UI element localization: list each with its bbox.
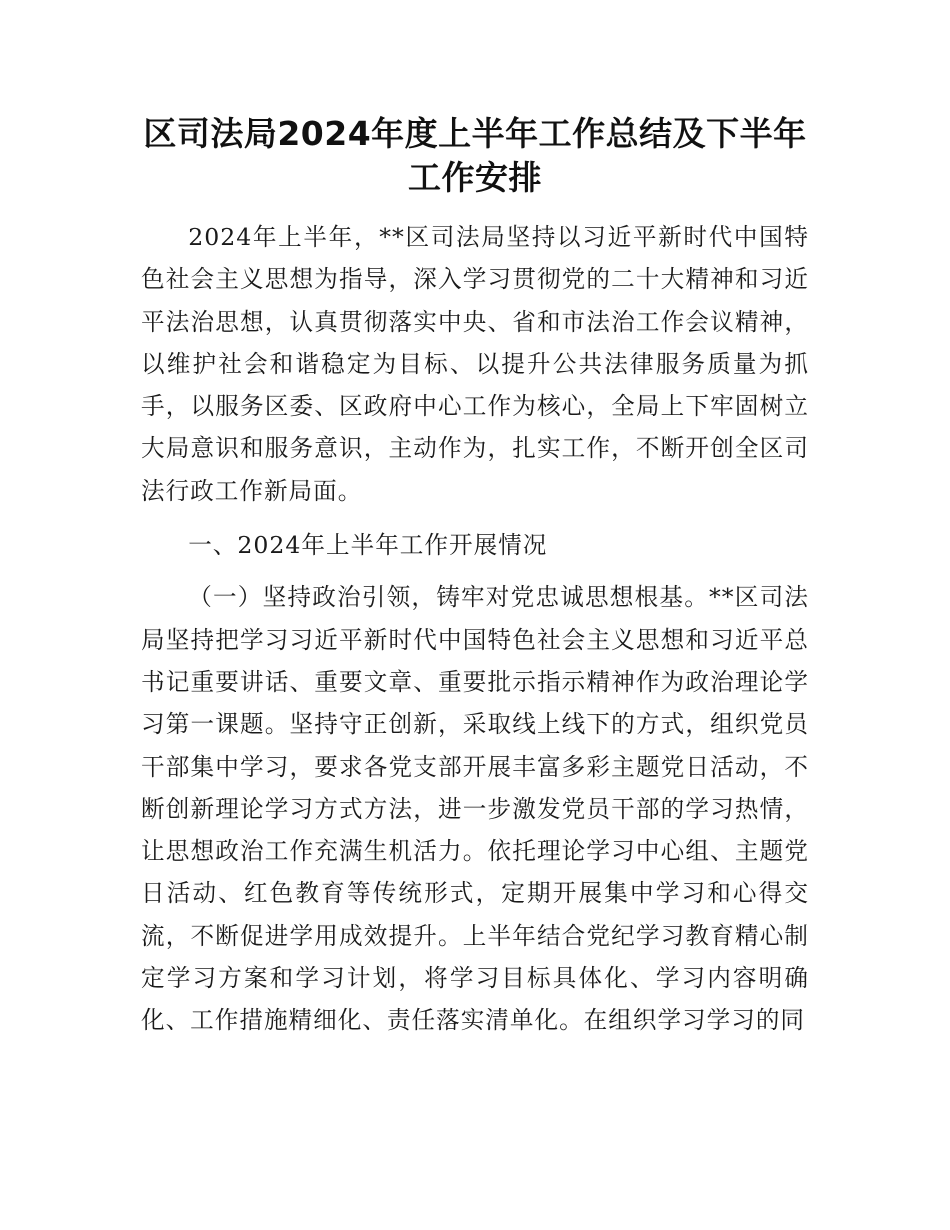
intro-paragraph: 2024年上半年，**区司法局坚持以习近平新时代中国特色社会主义思想为指导，深入学习贯彻党的二十大精神和习近平法治思想，认真贯彻落实中央、省和市法治工作会议精神，以维护社会和谐稳定为目标、以提升公共法律服务质量为抓手，以服务区委、区政府中心工作为核心，全局上下牢固树立大局意识和服务意识，主动作为，扎实工作，不断开创全区司法行政工作新局面。 [141,223,809,505]
section-heading: 一、2024年上半年工作开展情况 [188,531,548,560]
section-paragraph: （一）坚持政治引领，铸牢对党忠诚思想根基。**区司法局坚持把学习习近平新时代中国特色社会主义思想和习近平总书记重要讲话、重要文章、重要批示指示精神作为政治理论学习第一课题。坚持守正创新，采取线上线下的方式，组织党员干部集中学习，要求各党支部开展丰富多彩主题党日活动，不断创新理论学习方式方法，进一步激发党员干部的学习热情，让思想政治工作充满生机活力。依托理论学习中心组、主题党日活动、红色教育等传统形式，定期开展集中学习和心得交流，不断促进学用成效提升。上半年结合党纪学习教育精心制定学习方案和学习计划，将学习目标具体化、学习内容明确化、工作措施精细化、责任落实清单化。在组织学习学习的同 [141,583,809,1035]
document-title: 区司法局2024年度上半年工作总结及下半年工作安排 [143,114,807,197]
document-body [141,216,809,1042]
